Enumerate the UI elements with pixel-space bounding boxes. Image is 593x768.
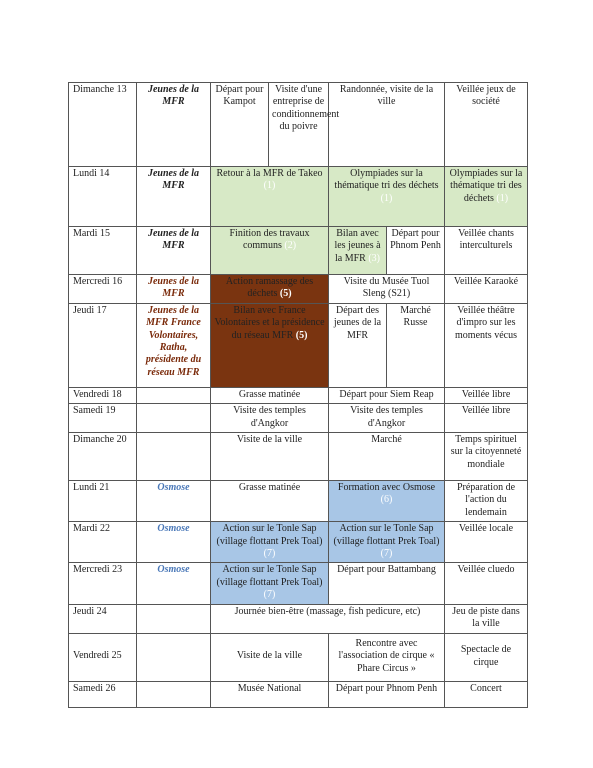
- table-row: [69, 303, 528, 387]
- day-cell: Lundi 21: [69, 481, 137, 522]
- day-cell: Jeudi 24: [69, 604, 137, 633]
- activity-cell: Visite des temples d'Angkor: [211, 404, 329, 433]
- activity-text: Formation avec Osmose: [337, 482, 436, 494]
- activity-cell: [329, 227, 387, 275]
- table-row: [69, 633, 528, 681]
- activity-cell: Rencontre avec l'association de cirque « Phare Circus »: [329, 633, 445, 681]
- day-cell: Lundi 14: [69, 167, 137, 227]
- document-page: [68, 82, 527, 708]
- activity-text: Olympiades sur la thématique tri des déchets: [334, 168, 439, 192]
- evening-cell: Spectacle de cirque: [445, 633, 528, 681]
- evening-cell: Jeu de piste dans la ville: [445, 604, 528, 633]
- table-row: [69, 681, 528, 707]
- group-cell: [137, 433, 211, 481]
- evening-cell: Préparation de l'action du lendemain: [445, 481, 528, 522]
- activity-cell: Visite du Musée Tuol Sleng (S21): [329, 275, 445, 304]
- activity-cell: Musée National: [211, 681, 329, 707]
- activity-cell: Départ pour Kampot: [211, 83, 269, 167]
- evening-cell: Veillée libre: [445, 387, 528, 403]
- activity-text: Action sur le Tonle Sap (village flottant Prek Toal): [216, 523, 323, 547]
- day-cell: Dimanche 20: [69, 433, 137, 481]
- footnote-ref: (7): [263, 548, 276, 560]
- group-cell: Osmose: [137, 522, 211, 563]
- evening-cell: Veillée Karaoké: [445, 275, 528, 304]
- activity-text: Action sur le Tonle Sap (village flottant Prek Toal): [333, 523, 440, 547]
- table-row: [69, 481, 528, 522]
- evening-cell: Veillée cluedo: [445, 563, 528, 604]
- evening-cell: Temps spirituel sur la citoyenneté mondiale: [445, 433, 528, 481]
- footnote-ref: (2): [284, 240, 297, 252]
- activity-cell: [329, 481, 445, 522]
- table-row: [69, 275, 528, 304]
- footnote-ref: (6): [380, 494, 393, 506]
- day-cell: Mercredi 23: [69, 563, 137, 604]
- footnote-ref: (7): [380, 548, 393, 560]
- activity-cell: [329, 167, 445, 227]
- activity-cell: Grasse matinée: [211, 481, 329, 522]
- day-cell: Dimanche 13: [69, 83, 137, 167]
- day-cell: Samedi 26: [69, 681, 137, 707]
- group-cell: Jeunes de la MFR: [137, 83, 211, 167]
- table-row: [69, 522, 528, 563]
- day-cell: Mardi 15: [69, 227, 137, 275]
- activity-text: Bilan avec France Volontaires et la présidence du réseau MFR: [214, 304, 325, 341]
- group-cell: Jeunes de la MFR: [137, 167, 211, 227]
- footnote-ref: (1): [380, 192, 393, 204]
- evening-cell: Veillée libre: [445, 404, 528, 433]
- activity-cell: Départ pour Phnom Penh: [329, 681, 445, 707]
- activity-cell: [211, 227, 329, 275]
- day-cell: Mercredi 16: [69, 275, 137, 304]
- table-row: [69, 563, 528, 604]
- evening-cell: Veillée théâtre d'impro sur les moments vécus: [445, 303, 528, 387]
- group-cell: Osmose: [137, 481, 211, 522]
- day-cell: Samedi 19: [69, 404, 137, 433]
- activity-cell: Randonnée, visite de la ville: [329, 83, 445, 167]
- group-cell: [137, 633, 211, 681]
- activity-cell: [211, 522, 329, 563]
- footnote-ref: (7): [263, 589, 276, 601]
- activity-cell: [211, 275, 329, 304]
- activity-cell: Marché Russe: [387, 303, 445, 387]
- table-row: [69, 227, 528, 275]
- footnote-ref: (5): [295, 329, 308, 341]
- activity-cell: [211, 303, 329, 387]
- group-cell: Jeunes de la MFR France Volontaires, Ratha, présidente du réseau MFR: [137, 303, 211, 387]
- table-row: [69, 404, 528, 433]
- group-cell: Jeunes de la MFR: [137, 227, 211, 275]
- activity-cell: Grasse matinée: [211, 387, 329, 403]
- activity-cell: Visite de la ville: [211, 433, 329, 481]
- activity-cell: Journée bien-être (massage, fish pedicure, etc): [211, 604, 445, 633]
- activity-cell: Marché: [329, 433, 445, 481]
- evening-cell: Veillée jeux de société: [445, 83, 528, 167]
- activity-cell: Départ pour Siem Reap: [329, 387, 445, 403]
- group-cell: [137, 404, 211, 433]
- day-cell: Jeudi 17: [69, 303, 137, 387]
- activity-text: Olympiades sur la thématique tri des déchets: [449, 168, 523, 204]
- day-cell: Vendredi 18: [69, 387, 137, 403]
- activity-text: Retour à la MFR de Takeo: [216, 168, 323, 179]
- table-row: [69, 604, 528, 633]
- activity-text: Action sur le Tonle Sap (village flottant Prek Toal): [216, 564, 323, 588]
- evening-cell: [445, 167, 528, 227]
- day-cell: Vendredi 25: [69, 633, 137, 681]
- table-row: [69, 167, 528, 227]
- schedule-table: [68, 82, 528, 708]
- activity-text: Bilan avec les jeunes à la MFR: [334, 228, 381, 264]
- footnote-ref: (3): [368, 252, 380, 264]
- evening-cell: Veillée locale: [445, 522, 528, 563]
- activity-cell: [329, 522, 445, 563]
- footnote-ref: (5): [279, 288, 292, 300]
- evening-cell: Concert: [445, 681, 528, 707]
- activity-text: Action ramassage des déchets: [225, 276, 314, 300]
- activity-cell: Départ des jeunes de la MFR: [329, 303, 387, 387]
- group-cell: Jeunes de la MFR: [137, 275, 211, 304]
- evening-cell: Veillée chants interculturels: [445, 227, 528, 275]
- group-cell: [137, 681, 211, 707]
- activity-cell: Visite des temples d'Angkor: [329, 404, 445, 433]
- group-cell: [137, 604, 211, 633]
- activity-text: Finition des travaux communs: [229, 228, 310, 252]
- activity-cell: Départ pour Battambang: [329, 563, 445, 604]
- group-cell: [137, 387, 211, 403]
- group-cell: Osmose: [137, 563, 211, 604]
- activity-cell: [211, 167, 329, 227]
- activity-cell: Visite de la ville: [211, 633, 329, 681]
- activity-cell: Visite d'une entreprise de conditionnement du poivre: [269, 83, 329, 167]
- day-cell: Mardi 22: [69, 522, 137, 563]
- table-row: [69, 387, 528, 403]
- footnote-ref: (1): [263, 180, 276, 192]
- activity-cell: Départ pour Phnom Penh: [387, 227, 445, 275]
- activity-cell: [211, 563, 329, 604]
- table-row: [69, 433, 528, 481]
- footnote-ref: (1): [496, 192, 509, 204]
- table-row: [69, 83, 528, 167]
